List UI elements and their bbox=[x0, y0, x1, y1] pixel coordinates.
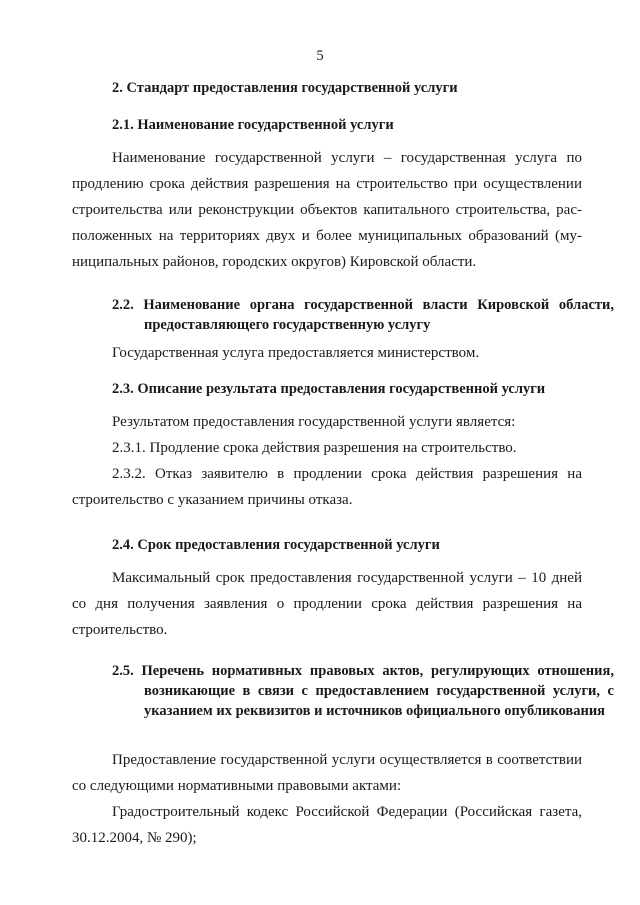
section-2-1-heading: 2.1. Наименование государственной услуги bbox=[112, 117, 394, 133]
section-2-3-intro: Результатом предоставления государственной услуги является: bbox=[112, 414, 516, 430]
section-2-5-list-item: Градостроительный кодекс Российской Федерации (Российская газета, 30.12.2004, № 290); bbox=[72, 804, 582, 846]
section-2-2-heading: 2.2. Наименование органа государственной власти Кировской области, предоставляющего государственную услугу bbox=[112, 297, 614, 333]
section-2-5-heading: 2.5. Перечень нормативных правовых актов, регулирующих отношения, возникающие в связи с предоставлением государственной услуги, с указанием их реквизитов и источников официального опубликования bbox=[112, 663, 614, 719]
section-2-5-paragraph: Предоставление государственной услуги осуществляется в соответствии со следующими нормативными правовыми актами: bbox=[72, 752, 582, 794]
section-2-2-paragraph: Государственная услуга предоставляется министерством. bbox=[112, 345, 480, 361]
section-2-3-1-item: 2.3.1. Продление срока действия разрешения на строительство. bbox=[112, 440, 517, 456]
section-2-4-paragraph: Максимальный срок предоставления государственной услуги – 10 дней со дня получения заявления о продлении срока действия разрешения на строительство. bbox=[72, 570, 582, 638]
page-number: 5 bbox=[316, 48, 324, 64]
section-2-heading: 2. Стандарт предоставления государственной услуги bbox=[112, 80, 458, 96]
section-2-1-paragraph: Наименование государственной услуги – государственная услуга по продлению срока действия разрешения на строительство при осуществлении строительства или реконструкции объектов капитального строительства, расположенных на территориях двух и более муниципальных образований (муниципальных районов, городских округов) Кировской области. bbox=[72, 150, 582, 270]
section-2-3-2-item: 2.3.2. Отказ заявителю в продлении срока действия разрешения на строительство с указанием причины отказа. bbox=[72, 466, 582, 508]
section-2-3-heading: 2.3. Описание результата предоставления государственной услуги bbox=[112, 381, 546, 397]
section-2-4-heading: 2.4. Срок предоставления государственной услуги bbox=[112, 537, 440, 553]
